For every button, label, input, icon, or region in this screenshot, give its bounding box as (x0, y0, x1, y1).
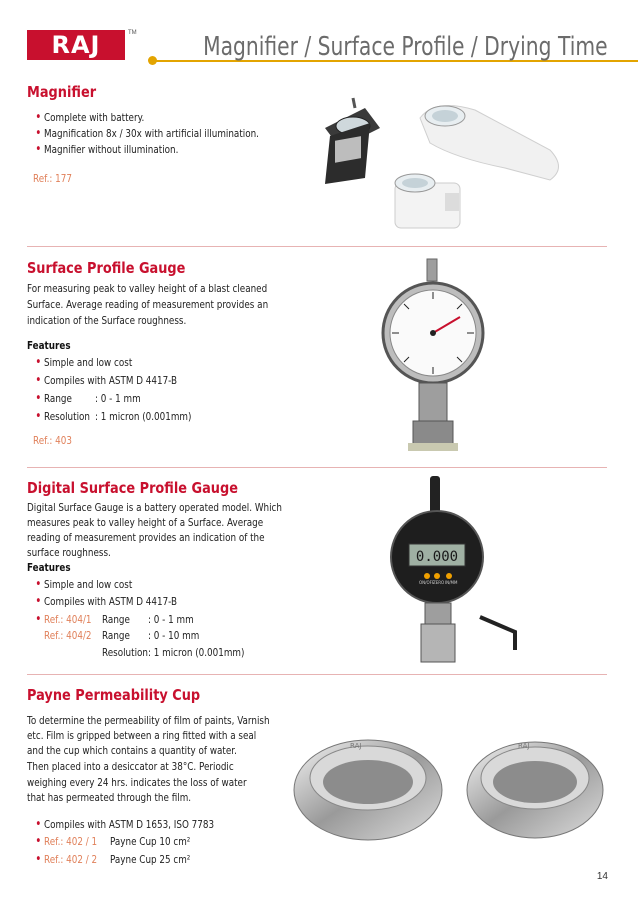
payne-ref-2: • Ref.: 402 / 2 (44, 852, 97, 868)
payne-desc-line-3: and the cup which contains a quantity of water. (27, 744, 237, 757)
section-divider (27, 674, 607, 675)
header-dot (148, 56, 157, 65)
surface-resolution-label: • Resolution (44, 409, 90, 425)
digital-bullet-2: • Compiles with ASTM D 4417-B (44, 594, 177, 610)
lcd-button-label-3: IN/MM (445, 580, 458, 585)
logo-text: RAJ (51, 31, 101, 59)
illuminated-magnifier-large (420, 106, 559, 181)
digital-range-value-2: : 0 - 10 mm (148, 629, 200, 642)
digital-resolution-label: Resolution (102, 646, 148, 659)
surface-resolution-value: : 1 micron (0.001mm) (95, 410, 192, 423)
magnifier-ref: Ref.: 177 (33, 172, 72, 185)
magnifier-bullet-3: • Magnifier without illumination. (44, 142, 178, 158)
digital-range-value-1: : 0 - 1 mm (148, 613, 194, 626)
payne-desc-line-4: Then placed into a desiccator at 38°C. Periodic (27, 760, 234, 773)
payne-desc-line-1: To determine the permeability of film of paints, Varnish (27, 714, 270, 727)
magnifier-image (305, 88, 605, 238)
surface-desc-line-3: indication of the Surface roughness. (27, 314, 187, 327)
digital-resolution-value: : 1 micron (0.001mm) (148, 646, 245, 659)
digital-ref-1: • Ref.: 404/1 (44, 612, 92, 628)
surface-range-value: : 0 - 1 mm (95, 392, 141, 405)
magnifier-bullet-2: • Magnification 8x / 30x with artificial illumination. (44, 126, 259, 142)
surface-ref: Ref.: 403 (33, 434, 72, 447)
lcd-readout: 0.000 (415, 549, 459, 565)
payne-bullet-standard: • Compiles with ASTM D 1653, ISO 7783 (44, 817, 214, 833)
digital-features-label: Features (27, 561, 71, 574)
dial-gauge-image (380, 255, 490, 455)
surface-profile-heading: Surface Profile Gauge (27, 259, 186, 277)
payne-desc-line-5: weighing every 24 hrs. indicates the loss of water (27, 776, 247, 789)
surface-desc-line-1: For measuring peak to valley height of a blast cleaned (27, 282, 268, 295)
section-divider (27, 467, 607, 468)
payne-desc-line-2: etc. Film is gripped between a ring fitted with a seal (27, 729, 257, 742)
magnifier-heading: Magnifier (27, 83, 97, 101)
surface-bullet-2: • Compiles with ASTM D 4417-B (44, 373, 177, 389)
folding-magnifier (325, 98, 380, 184)
digital-desc-line-2: measures peak to valley height of a Surface. Average (27, 516, 264, 529)
page-number: 14 (596, 871, 608, 882)
payne-ref-1: • Ref.: 402 / 1 (44, 834, 97, 850)
payne-cup-small (467, 742, 603, 838)
digital-bullet-1: • Simple and low cost (44, 577, 132, 593)
digital-desc-line-3: reading of measurement provides an indication of the (27, 531, 265, 544)
digital-range-label-2: Range (102, 629, 130, 642)
digital-desc-line-4: surface roughness. (27, 546, 111, 559)
surface-bullet-1: • Simple and low cost (44, 355, 132, 371)
payne-item-2: Payne Cup 25 cm² (110, 853, 191, 866)
page-title: Magnifier / Surface Profile / Drying Time (203, 32, 608, 62)
cup-engraving-2: RAJ (518, 742, 530, 750)
surface-range-label: • Range (44, 391, 72, 407)
payne-cups-image (290, 728, 610, 848)
digital-ref-2: Ref.: 404/2 (44, 629, 92, 642)
lcd-button-label-1: ON/OFF (419, 580, 435, 585)
payne-item-1: Payne Cup 10 cm² (110, 835, 191, 848)
surface-desc-line-2: Surface. Average reading of measurement provides an (27, 298, 269, 311)
digital-gauge-image (385, 472, 535, 667)
digital-range-label-1: Range (102, 613, 130, 626)
digital-desc-line-1: Digital Surface Gauge is a battery operated model. Which (27, 501, 282, 514)
payne-desc-line-6: that has permeated through the film. (27, 791, 192, 804)
cup-engraving-1: RAJ (350, 742, 362, 750)
section-divider (27, 246, 607, 247)
payne-cup-heading: Payne Permeability Cup (27, 686, 201, 704)
payne-cup-large (294, 740, 442, 840)
digital-gauge-heading: Digital Surface Profile Gauge (27, 479, 238, 497)
magnifier-bullet-1: • Complete with battery. (44, 110, 144, 126)
trademark-mark: TM (128, 30, 137, 36)
raj-logo (27, 30, 125, 60)
illuminated-magnifier-small (395, 174, 460, 228)
lcd-button-label-2: ZERO (433, 580, 445, 585)
surface-features-label: Features (27, 339, 71, 352)
